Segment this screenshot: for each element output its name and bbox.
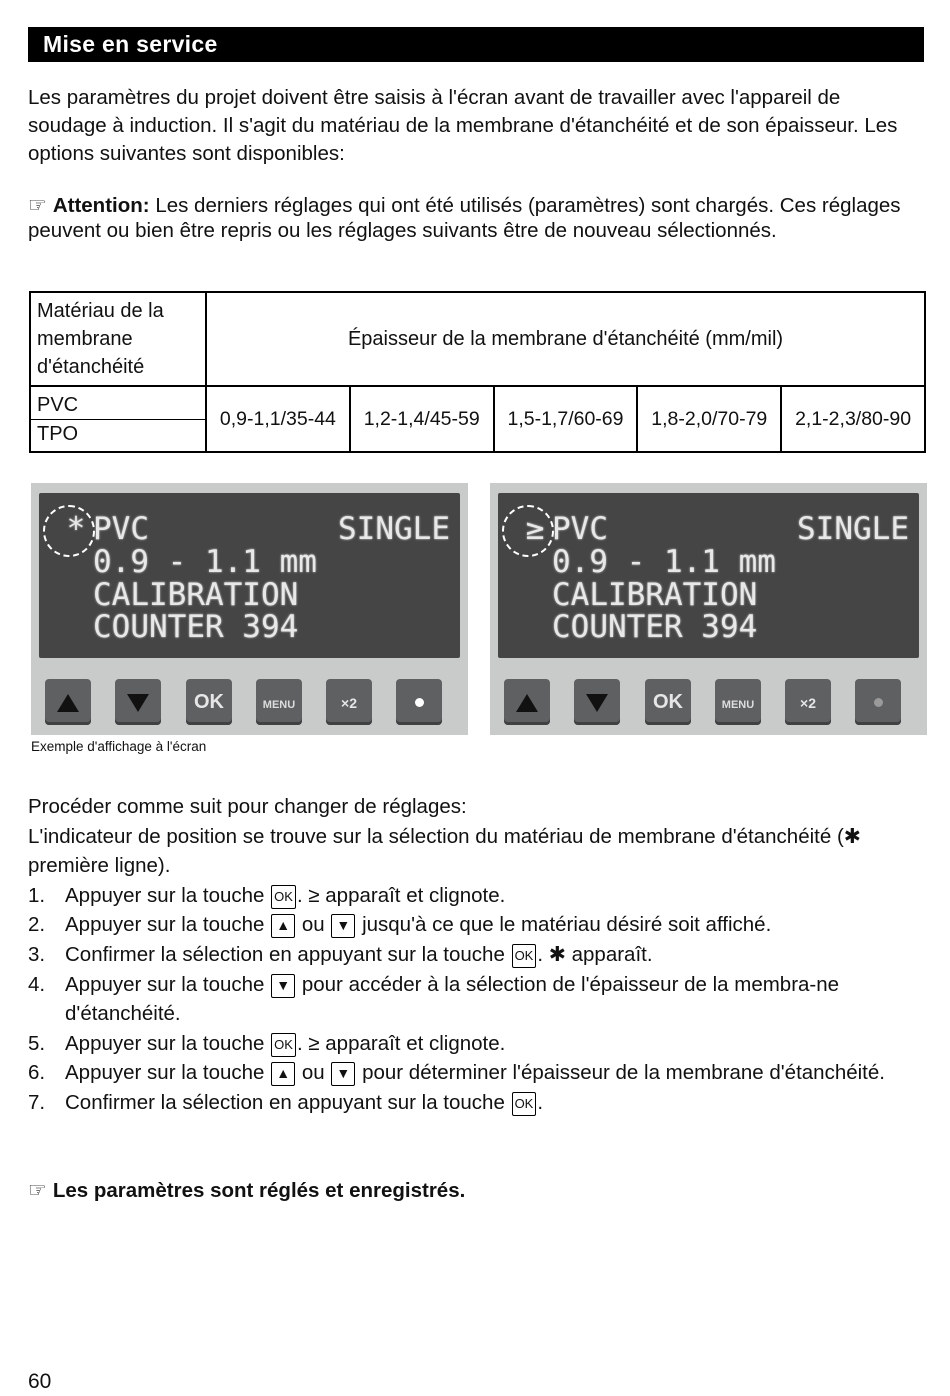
step-text: pour déterminer l'épaisseur de la membrane d'étanchéité.	[362, 1061, 885, 1085]
menu-key-label: MENU	[262, 699, 296, 711]
lcd-line-3	[498, 579, 909, 611]
lcd-line-3	[39, 579, 450, 611]
position-symbol: ≥	[525, 511, 545, 547]
ok-key[interactable]: OK	[186, 679, 232, 725]
step-text: . ≥ apparaît et clignote.	[296, 1031, 506, 1055]
procedure-intro-2: L'indicateur de position se trouve sur la sélection du matériau de membrane d'étanchéité (✱ première ligne).	[28, 824, 861, 878]
lcd-line-1	[39, 513, 450, 545]
list-item	[28, 1088, 928, 1118]
lcd-counter: COUNTER 394	[552, 609, 758, 645]
up-key[interactable]	[45, 679, 91, 725]
step-text: Appuyer sur la touche	[65, 883, 265, 907]
step-number: 5.	[28, 1031, 46, 1055]
ok-key-symbol: OK	[512, 944, 537, 968]
table-header-row	[30, 292, 925, 386]
step-number: 2.	[28, 913, 46, 937]
attention-text: Les derniers réglages qui ont été utilisés (paramètres) sont chargés. Ces réglages peuvent ou bien être repris ou les réglages suivants être de nouveau sélectionnés.	[28, 194, 901, 242]
procedure-steps	[28, 881, 928, 1118]
up-key-symbol: ▲	[271, 914, 295, 938]
x2-key-label: ×2	[800, 695, 816, 711]
procedure-intro-1: Procéder comme suit pour changer de réglages:	[28, 795, 467, 818]
step-text: .	[537, 1090, 544, 1114]
display-example-2	[490, 483, 927, 735]
section-title-bar	[28, 27, 924, 62]
ok-key[interactable]: OK	[645, 679, 691, 725]
step-text: . ✱ apparaît.	[537, 942, 653, 966]
step-number: 3.	[28, 942, 46, 966]
pointing-hand-icon: ☞	[28, 1178, 47, 1202]
lcd-screen	[498, 493, 919, 658]
list-item	[28, 940, 928, 970]
lcd-line-4	[498, 611, 909, 643]
lcd-mode: SINGLE	[338, 511, 450, 547]
menu-key[interactable]	[715, 679, 761, 725]
parameters-table	[29, 291, 926, 453]
arrow-up-icon	[57, 694, 79, 712]
thickness-value: 1,2-1,4/45-59	[350, 386, 494, 452]
position-symbol: *	[66, 511, 86, 547]
final-note-text: Les paramètres sont réglés et enregistrés.	[52, 1179, 466, 1202]
light-key[interactable]	[855, 679, 901, 725]
down-key[interactable]	[574, 679, 620, 725]
material-tpo: TPO	[31, 419, 205, 448]
section-title: Mise en service	[43, 31, 218, 57]
down-key-symbol: ▼	[331, 914, 355, 938]
step-text: . ≥ apparaît et clignote.	[296, 883, 506, 907]
thickness-value: 1,8-2,0/70-79	[637, 386, 781, 452]
step-text: Appuyer sur la touche	[65, 913, 265, 937]
procedure-section	[28, 792, 928, 1118]
list-item	[28, 1058, 928, 1088]
ok-key-symbol: OK	[512, 1092, 537, 1116]
step-text: ou	[301, 913, 325, 937]
list-item	[28, 910, 928, 940]
dot-icon	[874, 698, 883, 707]
lcd-calibration: CALIBRATION	[552, 577, 758, 613]
lcd-line-4	[39, 611, 450, 643]
x2-key[interactable]	[326, 679, 372, 725]
ok-key-symbol: OK	[271, 885, 296, 909]
light-key[interactable]	[396, 679, 442, 725]
down-key-symbol: ▼	[331, 1062, 355, 1086]
step-text: Appuyer sur la touche	[65, 972, 265, 996]
lcd-mode: SINGLE	[797, 511, 909, 547]
list-item	[28, 970, 928, 1029]
material-header: Matériau de la membrane d'étanchéité	[30, 292, 206, 386]
thickness-value: 2,1-2,3/80-90	[781, 386, 925, 452]
menu-key-label: MENU	[721, 699, 755, 711]
material-cell	[30, 386, 206, 452]
x2-key-label: ×2	[341, 695, 357, 711]
lcd-line-2	[39, 546, 450, 578]
lcd-thickness: 0.9 - 1.1 mm	[93, 544, 317, 580]
lcd-line-1	[498, 513, 909, 545]
arrow-down-icon	[127, 694, 149, 712]
step-number: 6.	[28, 1061, 46, 1085]
down-key-symbol: ▼	[271, 974, 295, 998]
list-item	[28, 881, 928, 911]
ok-key-symbol: OK	[271, 1033, 296, 1057]
display-example-1	[31, 483, 468, 735]
step-text: pour accéder à la sélection de l'épaisseur de la membra-ne d'étanchéité.	[65, 972, 840, 1026]
step-text: Appuyer sur la touche	[65, 1061, 265, 1085]
up-key[interactable]	[504, 679, 550, 725]
lcd-thickness: 0.9 - 1.1 mm	[552, 544, 776, 580]
lcd-material: PVC	[552, 511, 608, 547]
lcd-material: PVC	[93, 511, 149, 547]
intro-paragraph: Les paramètres du projet doivent être saisis à l'écran avant de travailler avec l'appareil de soudage à induction. Il s'agit du matériau de la membrane d'étanchéité et de son épaisseur. Les options suivantes sont disponibles:	[28, 86, 898, 165]
arrow-down-icon	[586, 694, 608, 712]
step-text: ou	[301, 1061, 325, 1085]
list-item	[28, 1029, 928, 1059]
x2-key[interactable]	[785, 679, 831, 725]
attention-note	[28, 193, 918, 243]
lcd-counter: COUNTER 394	[93, 609, 299, 645]
step-text: Confirmer la sélection en appuyant sur la touche	[65, 1090, 505, 1114]
up-key-symbol: ▲	[271, 1062, 295, 1086]
step-text: jusqu'à ce que le matériau désiré soit affiché.	[362, 913, 772, 937]
figure-caption: Exemple d'affichage à l'écran	[31, 739, 207, 754]
attention-label: Attention:	[52, 194, 150, 217]
page-number: 60	[28, 1370, 52, 1393]
arrow-up-icon	[516, 694, 538, 712]
step-number: 7.	[28, 1090, 46, 1114]
lcd-screen	[39, 493, 460, 658]
table-row	[30, 386, 925, 452]
lcd-calibration: CALIBRATION	[93, 577, 299, 613]
thickness-header: Épaisseur de la membrane d'étanchéité (mm/mil)	[206, 292, 925, 386]
material-pvc: PVC	[37, 393, 79, 416]
final-note	[28, 1178, 465, 1203]
pointing-hand-icon: ☞	[28, 193, 47, 217]
thickness-value: 0,9-1,1/35-44	[206, 386, 350, 452]
lcd-line-2	[498, 546, 909, 578]
thickness-value: 1,5-1,7/60-69	[494, 386, 638, 452]
step-number: 4.	[28, 972, 46, 996]
dot-icon	[415, 698, 424, 707]
step-text: Appuyer sur la touche	[65, 1031, 265, 1055]
down-key[interactable]	[115, 679, 161, 725]
menu-key[interactable]	[256, 679, 302, 725]
step-text: Confirmer la sélection en appuyant sur la touche	[65, 942, 505, 966]
step-number: 1.	[28, 883, 46, 907]
